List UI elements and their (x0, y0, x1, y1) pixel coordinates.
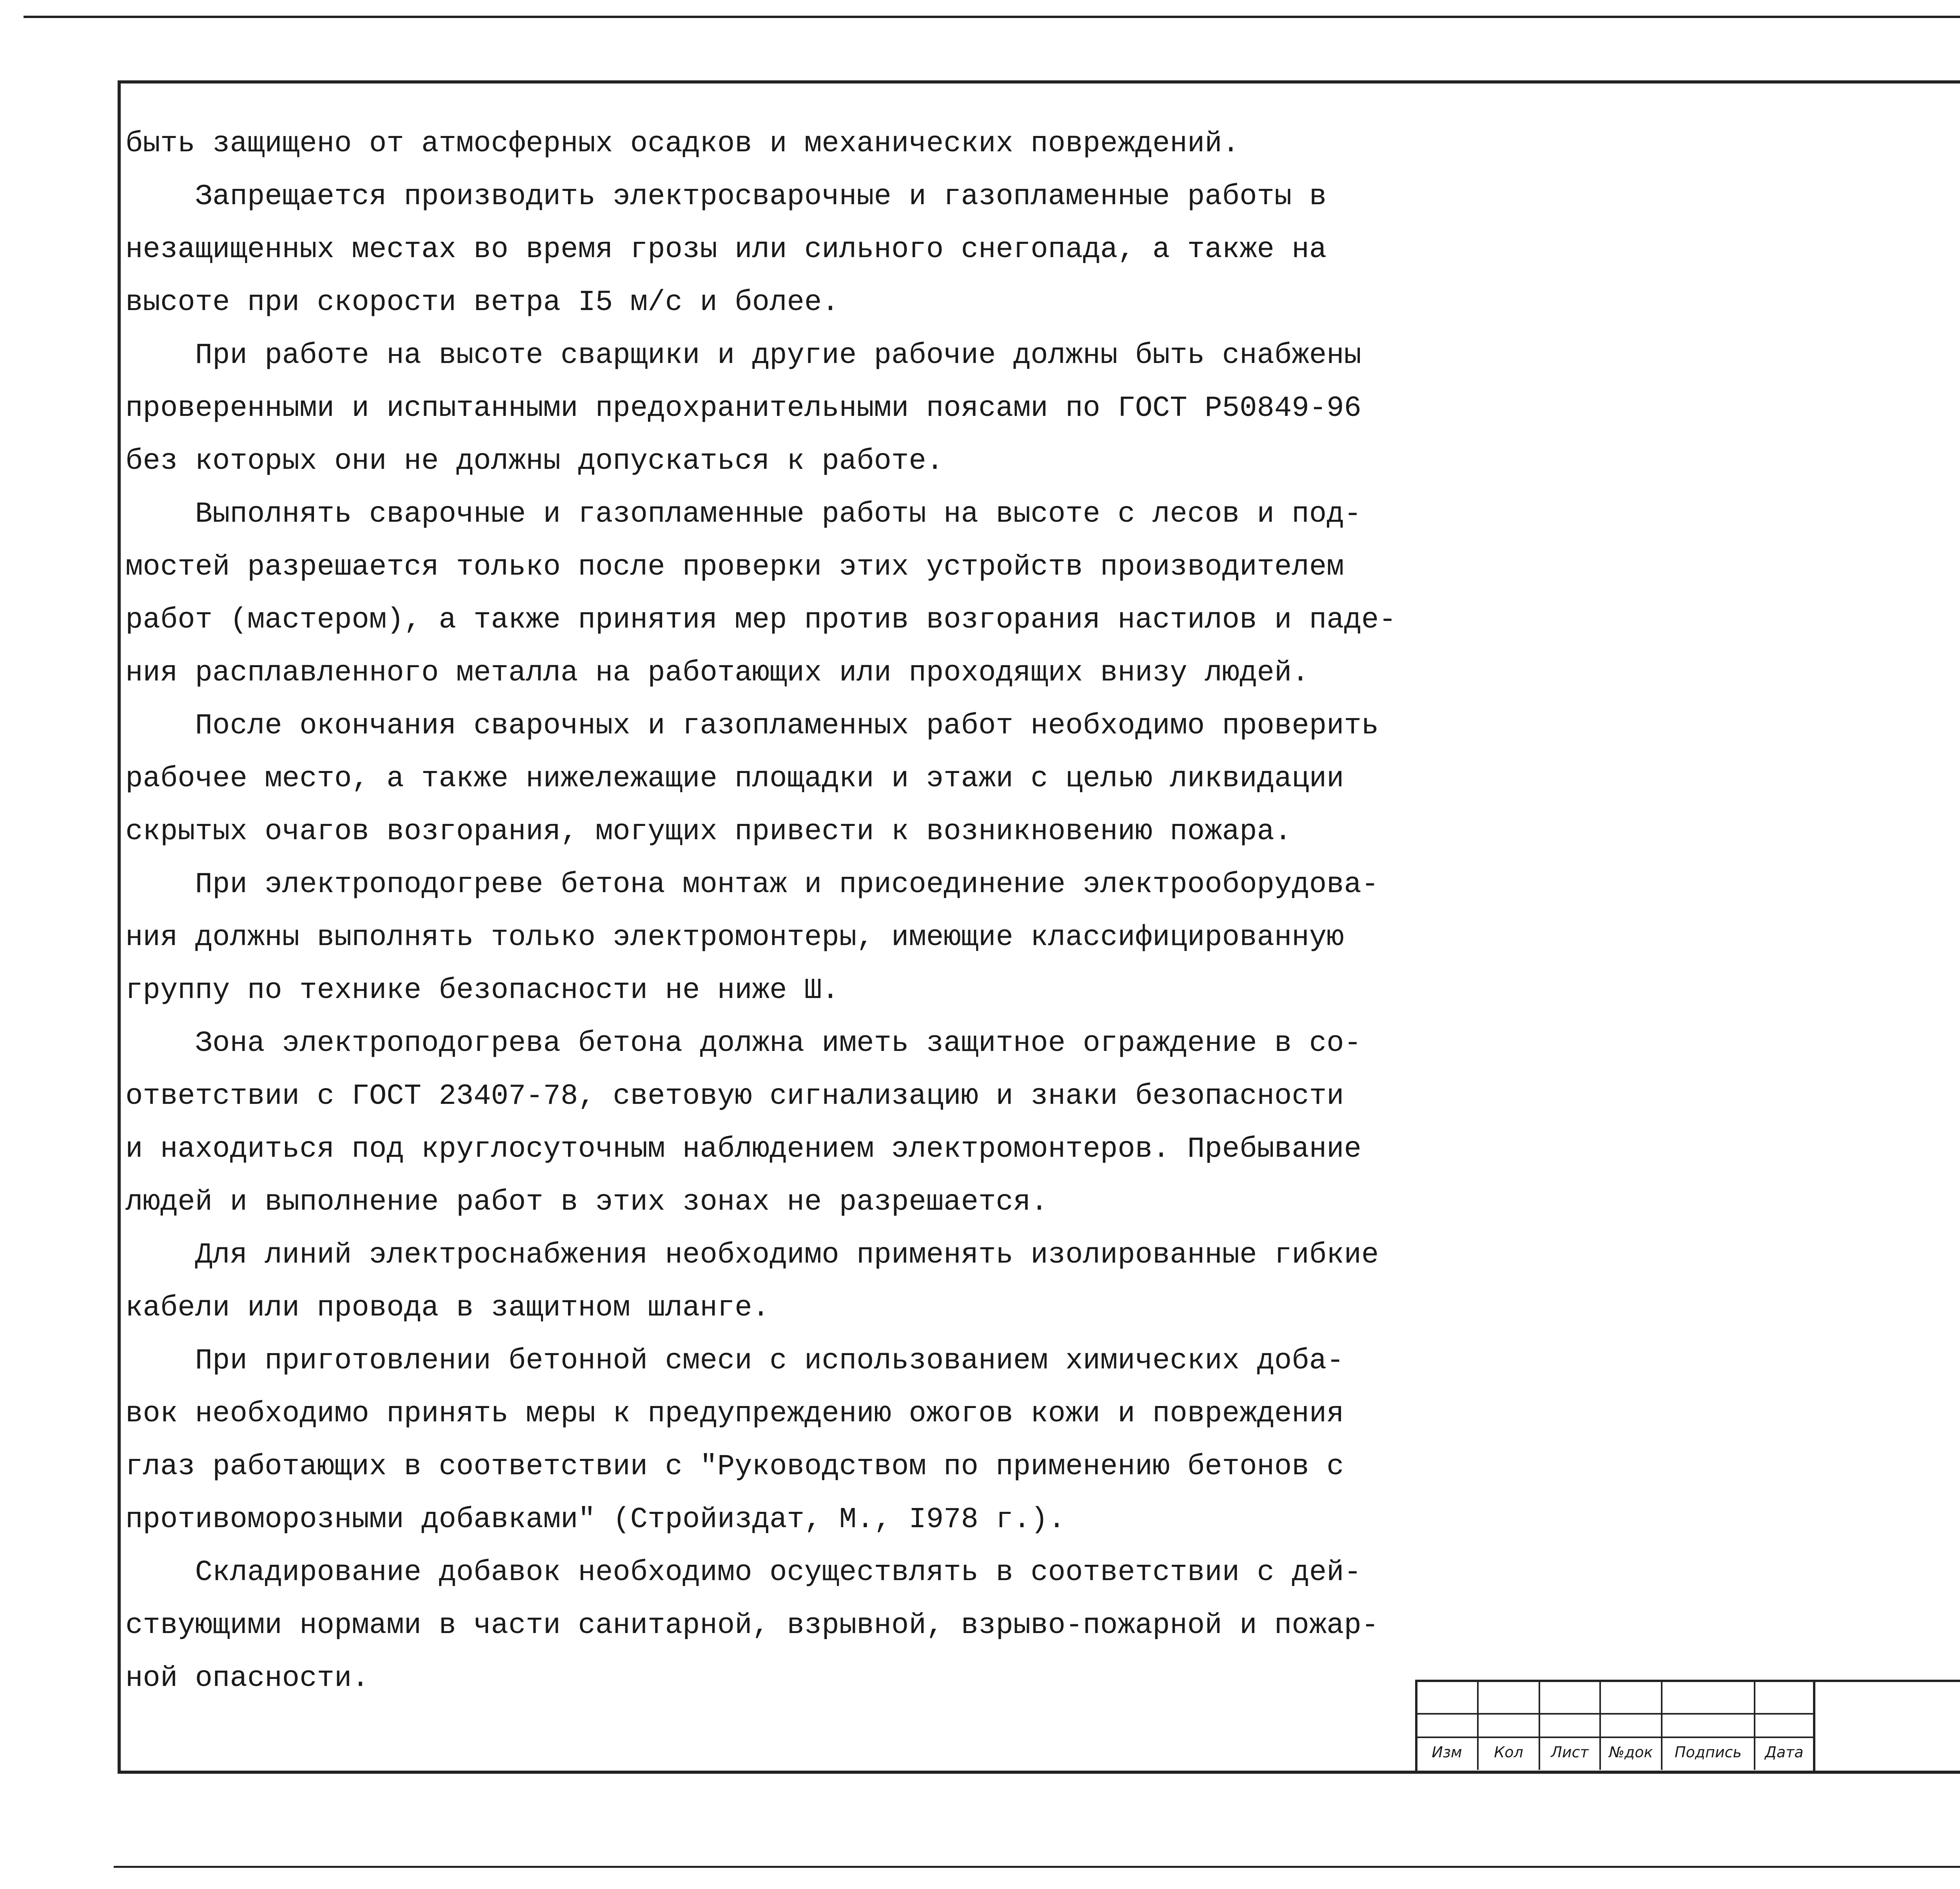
frame-left-border (118, 80, 121, 1774)
text-line: ствующими нормами в части санитарной, взрывной, взрыво-пожарной и пожар- (125, 1609, 1379, 1642)
stamp-label-list: Лист (1551, 1744, 1589, 1761)
stamp-label-ndoc: №док (1609, 1744, 1653, 1761)
stamp-label-kol: Кол (1494, 1744, 1523, 1761)
text-line: высоте при скорости ветра I5 м/с и более. (125, 286, 839, 319)
text-line: противоморозными добавками" (Стройиздат, М., I978 г.). (125, 1503, 1065, 1536)
text-line: Выполнять сварочные и газопламенные работы на высоте с лесов и под- (125, 498, 1361, 531)
text-line: кабели или провода в защитном шланге. (125, 1292, 770, 1325)
text-line: Запрещается производить электросварочные и газопламенные работы в (125, 180, 1327, 213)
stamp-label-signature: Подпись (1675, 1744, 1742, 1761)
text-line: работ (мастером), а также принятия мер против возгорания настилов и паде- (125, 604, 1396, 637)
top-edge-line (24, 16, 1960, 18)
text-line: При электроподогреве бетона монтаж и присоединение электрооборудова- (125, 868, 1379, 901)
text-line: ответствии с ГОСТ 23407-78, световую сигнализацию и знаки безопасности (125, 1080, 1344, 1113)
frame-bottom-border (118, 1771, 1960, 1774)
text-line: После окончания сварочных и газопламенных работ необходимо проверить (125, 710, 1379, 742)
stamp-label-date: Дата (1765, 1744, 1804, 1761)
text-line: людей и выполнение работ в этих зонах не разрешается. (125, 1186, 1048, 1219)
text-line: ния должны выполнять только электромонтеры, имеющие классифицированную (125, 921, 1344, 954)
text-line: При приготовлении бетонной смеси с использованием химических доба- (125, 1345, 1344, 1377)
text-line: Складирование добавок необходимо осуществлять в соответствии с дей- (125, 1556, 1361, 1589)
text-line: незащищенных местах во время грозы или сильного снегопада, а также на (125, 233, 1327, 266)
text-line: без которых они не должны допускаться к работе. (125, 445, 944, 478)
text-line: рабочее место, а также нижележащие площадки и этажи с целью ликвидации (125, 762, 1344, 795)
text-line: глаз работающих в соответствии с "Руководством по применению бетонов с (125, 1450, 1344, 1483)
text-line: скрытых очагов возгорания, могущих привести к возникновению пожара. (125, 815, 1292, 848)
text-line: ния расплавленного металла на работающих или проходящих внизу людей. (125, 657, 1309, 690)
text-line: Для линий электроснабжения необходимо применять изолированные гибкие (125, 1239, 1379, 1272)
stamp-label-izm: Изм (1432, 1744, 1462, 1761)
frame-top-border (118, 80, 1960, 83)
text-line: При работе на высоте сварщики и другие рабочие должны быть снабжены (125, 339, 1361, 372)
text-line: быть защищено от атмосферных осадков и механических повреждений. (125, 127, 1240, 160)
stamp-top-line (1415, 1680, 1960, 1682)
text-line: вок необходимо принять меры к предупреждению ожогов кожи и повреждения (125, 1397, 1344, 1430)
bottom-edge-line (114, 1866, 1960, 1868)
text-line: мостей разрешается только после проверки этих устройств производителем (125, 551, 1344, 584)
text-line: ной опасности. (125, 1662, 369, 1695)
text-line: и находиться под круглосуточным наблюдением электромонтеров. Пребывание (125, 1133, 1361, 1166)
text-line: Зона электроподогрева бетона должна иметь защитное ограждение в со- (125, 1027, 1361, 1060)
text-line: группу по технике безопасности не ниже Ш. (125, 974, 839, 1007)
text-line: проверенными и испытанными предохранительными поясами по ГОСТ Р50849-96 (125, 392, 1361, 425)
stamp-divider (1813, 1680, 1815, 1774)
